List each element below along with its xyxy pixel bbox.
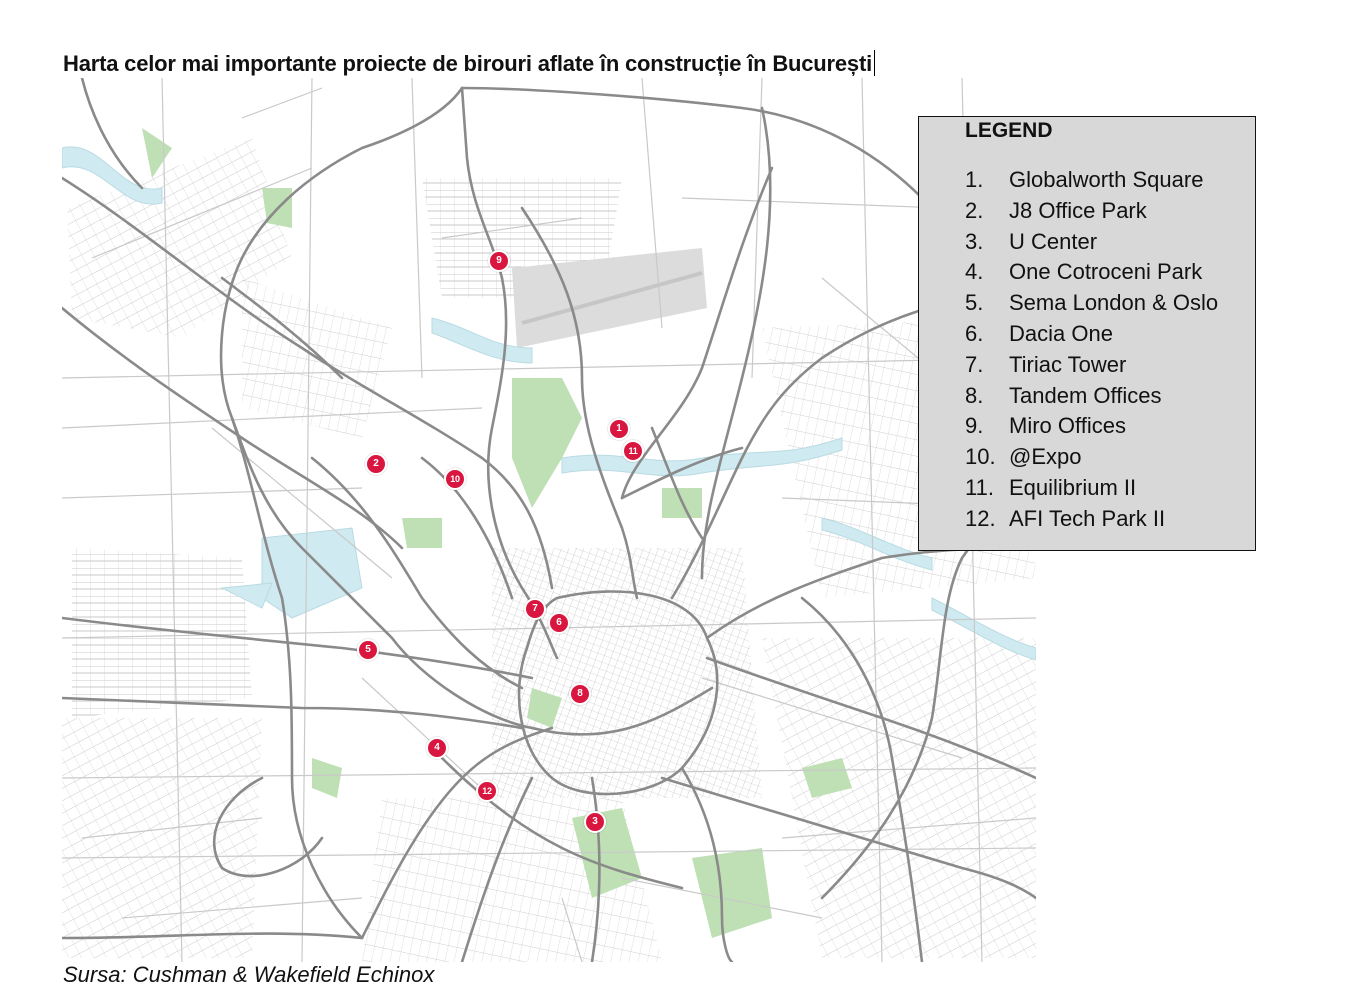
legend-item-number: 1. xyxy=(965,167,984,192)
legend-item-label: U Center xyxy=(1009,228,1098,254)
legend-item xyxy=(965,227,1255,258)
legend-item xyxy=(965,319,1255,350)
legend-item-label: One Cotroceni Park xyxy=(1009,259,1203,285)
map-legend xyxy=(918,116,1256,551)
legend-item xyxy=(965,473,1255,504)
legend-item xyxy=(965,350,1255,381)
title-text: Harta celor mai importante proiecte de birouri aflate în construcție în București xyxy=(63,51,872,76)
source-caption: Sursa: Cushman & Wakefield Echinox xyxy=(63,962,435,987)
map-canvas xyxy=(62,78,1036,962)
project-marker[interactable]: 11 xyxy=(622,440,644,462)
text-cursor xyxy=(874,50,875,76)
project-marker[interactable]: 8 xyxy=(569,683,591,705)
legend-item-label: Equilibrium II xyxy=(1009,474,1137,500)
city-map[interactable] xyxy=(62,78,1036,962)
legend-item xyxy=(965,165,1255,196)
project-marker[interactable]: 10 xyxy=(444,468,466,490)
legend-item xyxy=(965,381,1255,412)
project-marker[interactable]: 4 xyxy=(426,737,448,759)
legend-item xyxy=(965,196,1255,227)
legend-item-label: Dacia One xyxy=(1009,320,1113,346)
legend-item-label: Sema London & Oslo xyxy=(1009,290,1219,316)
legend-item-number: 2. xyxy=(965,197,984,223)
legend-item-number: 8. xyxy=(965,382,984,408)
legend-item-label: Tandem Offices xyxy=(1009,382,1162,408)
legend-item-label: Tiriac Tower xyxy=(1009,351,1127,377)
project-marker[interactable]: 1 xyxy=(608,418,630,440)
project-marker[interactable]: 6 xyxy=(548,612,570,634)
legend-title: LEGEND xyxy=(965,119,1053,142)
legend-item-number: 6. xyxy=(965,320,984,346)
project-marker[interactable]: 3 xyxy=(584,811,606,833)
project-marker[interactable]: 5 xyxy=(357,639,379,661)
legend-item xyxy=(965,257,1255,288)
legend-item xyxy=(965,288,1255,319)
legend-list xyxy=(965,165,1255,535)
project-marker[interactable]: 9 xyxy=(488,250,510,272)
page-title xyxy=(63,50,875,77)
legend-item-number: 3. xyxy=(965,228,984,254)
project-marker[interactable]: 12 xyxy=(476,780,498,802)
legend-item-label: @Expo xyxy=(1009,444,1082,470)
legend-item-label: J8 Office Park xyxy=(1009,197,1147,223)
legend-item-number: 10. xyxy=(965,444,996,470)
legend-item xyxy=(965,442,1255,473)
project-marker[interactable]: 7 xyxy=(524,598,546,620)
legend-item xyxy=(965,411,1255,442)
legend-item-number: 7. xyxy=(965,351,984,377)
legend-item-number: 5. xyxy=(965,290,984,316)
legend-item-number: 12. xyxy=(965,505,996,531)
legend-item xyxy=(965,504,1255,535)
legend-item-number: 4. xyxy=(965,259,984,285)
legend-item-number: 9. xyxy=(965,413,984,439)
legend-item-label: AFI Tech Park II xyxy=(1009,505,1166,531)
legend-item-label: Globalworth Square xyxy=(1009,167,1204,192)
project-marker[interactable]: 2 xyxy=(365,453,387,475)
legend-item-number: 11. xyxy=(965,474,994,500)
legend-item-label: Miro Offices xyxy=(1009,413,1126,439)
